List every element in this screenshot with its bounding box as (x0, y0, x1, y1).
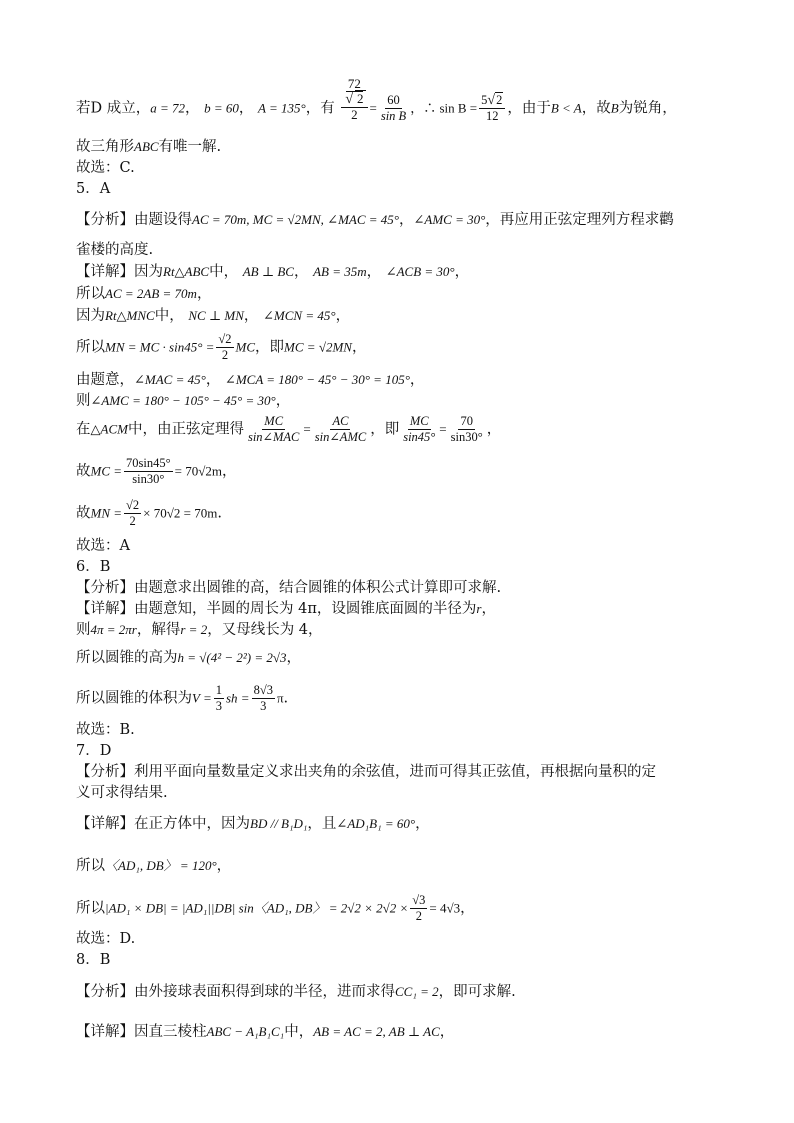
math-span: π (276, 690, 284, 706)
text-line (76, 1022, 744, 1042)
fraction (410, 893, 427, 924)
text-span: 故 (76, 463, 91, 480)
math-span: a = 72 (150, 100, 186, 116)
math-span: ABC − A₁B₁C₁ (206, 1024, 285, 1039)
math-span: = 4√3 (429, 900, 461, 916)
text-span: ， (454, 264, 470, 280)
text-span: ， (486, 421, 502, 438)
text-span: 【详解】在正方体中，因为 (76, 816, 250, 832)
fraction (449, 414, 485, 445)
text-line: 雀楼的高度. (76, 242, 154, 258)
text-line (76, 391, 744, 411)
fraction-denominator: 2 (221, 348, 229, 362)
fraction-denominator: sin30° (132, 472, 165, 486)
text-span: 中，由正弦定理得 (127, 421, 244, 438)
fraction-numerator: √3 (412, 893, 426, 907)
text-span: ， (481, 601, 496, 617)
text-line (76, 648, 744, 668)
text-span: 【分析】由题设得 (76, 212, 192, 228)
math-span: NC ⊥ MN (188, 308, 244, 323)
math-span: 4π = 2πr (90, 622, 137, 637)
text-span: 中， (209, 264, 239, 280)
math-span: |AD₁ × DB| = |AD₁||DB| sin〈AD₁, DB〉 = 2√2 × 2√2 × (105, 900, 409, 916)
math-span: AC = 70m, MC = √2MN, ∠MAC = 45° (192, 212, 399, 227)
text-line (76, 599, 744, 619)
fraction-denominator: 2 (129, 514, 136, 528)
fraction-numerator: MC (409, 414, 429, 428)
text-span: . (283, 690, 289, 707)
text-span: ，解得 (136, 622, 181, 638)
fraction-denominator: sin30° (450, 430, 483, 444)
text-span: ， (286, 650, 302, 666)
fraction-denominator: 3 (260, 699, 267, 713)
math-span: MC = √2MN (284, 339, 352, 355)
text-span: 所以 (76, 900, 105, 917)
text-span: ， (196, 286, 212, 302)
radicand: 2 (496, 93, 503, 107)
text-span: ， (205, 372, 221, 388)
text-span: ， (221, 463, 237, 480)
fraction-numerator: 1 (215, 683, 222, 697)
text-span: 所以圆锥的高为 (76, 650, 178, 666)
text-line (76, 370, 744, 390)
text-span: . (217, 505, 222, 522)
fraction-numerator: √2 (126, 498, 140, 512)
fraction-denominator: 2 (351, 107, 358, 122)
fraction-denominator: 2 (415, 909, 422, 923)
text-span: 在 (76, 421, 91, 438)
fraction-numerator: 8√3 (253, 683, 273, 697)
math-span: ∠AMC = 30° (413, 212, 486, 227)
text-line (76, 262, 744, 282)
text-span: ， (185, 100, 200, 117)
text-line: 故选：D. (76, 931, 136, 947)
text-span: ，即 (255, 339, 285, 356)
question-number: 5．A (76, 181, 111, 197)
text-span: 【详解】因直三棱柱 (76, 1024, 207, 1040)
text-line: 故选：B. (76, 722, 135, 738)
math-span: Rt△MNC (105, 308, 155, 323)
text-span: ，有 (305, 100, 335, 117)
fraction (124, 498, 141, 529)
math-span: h = √(4² − 2²) = 2√3 (177, 650, 287, 665)
text-span: ， (460, 900, 475, 917)
math-span: ∠AD₁B₁ = 60° (336, 816, 416, 831)
fraction-numerator: 70sin45° (126, 456, 171, 470)
text-span: 为锐角， (618, 100, 677, 117)
math-span: ∠AMC = 180° − 105° − 45° = 30° (90, 393, 276, 408)
text-line (76, 856, 744, 876)
text-span: 由题意， (76, 372, 134, 388)
text-line: 【分析】由题意求出圆锥的高，结合圆锥的体积公式计算即可求解. (76, 580, 502, 596)
text-span: ，由于 (507, 100, 551, 117)
text-line: 【分析】利用平面向量数量定义求出夹角的余弦值，进而可得其正弦值，再根据向量积的定 (76, 764, 656, 780)
math-span: AB ⊥ BC (242, 264, 294, 279)
text-span: ， (275, 393, 291, 409)
math-span: r = 2 (180, 622, 208, 637)
text-span: ， (351, 339, 367, 356)
math-span: ∠MCN = 45° (263, 308, 336, 323)
math-span: BD // B₁D₁ (250, 816, 308, 831)
math-span: × 70√2 = 70m (143, 505, 218, 521)
math-span: AB = 35m (313, 264, 367, 279)
math-span: AC = 2AB = 70m (105, 286, 197, 301)
radicand: 2 (357, 91, 364, 106)
fraction (214, 683, 224, 714)
text-line (76, 982, 744, 1002)
text-span: 中， (284, 1024, 314, 1040)
text-span: 中， (154, 308, 184, 324)
text-line (76, 683, 744, 714)
text-span: ， (243, 308, 259, 324)
math-span: ∠MCA = 180° − 45° − 30° = 105° (224, 372, 410, 387)
text-span: 所以圆锥的体积为 (76, 690, 192, 707)
fraction (479, 93, 505, 124)
text-line: 故选：A (76, 538, 130, 554)
text-line (76, 498, 744, 529)
math-span: sh = (225, 690, 250, 706)
math-span: B < A (550, 100, 582, 116)
text-span: ， (409, 372, 425, 388)
math-span: ∠MAC = 45° (134, 372, 206, 387)
text-line (76, 210, 744, 230)
math-span: AB = AC = 2, AB ⊥ AC (313, 1024, 440, 1039)
fraction (216, 332, 233, 363)
fraction-denominator: sin45° (403, 430, 436, 444)
math-span: = 70√2m (174, 463, 222, 479)
text-span: 则 (76, 622, 91, 638)
fraction-numerator: 60 (387, 93, 400, 107)
text-span: 有唯一解. (158, 139, 222, 155)
fraction (246, 414, 301, 445)
fraction-denominator: 12 (485, 109, 499, 123)
math-span: MN = MC · sin45° = (105, 339, 215, 355)
text-span: 【分析】由外接球表面积得到球的半径，进而求得 (76, 984, 395, 1000)
text-span: 所以 (76, 858, 105, 874)
text-span: ， (293, 264, 309, 280)
text-line (76, 893, 744, 924)
text-span: 【详解】因为 (76, 264, 163, 280)
text-line: 在△ACM中，由正弦定理得 $\frac{MC}{\text{sin∠MAC}}$ = $\frac{AC}{\text{sin∠AMC}}$ ，即 $\frac{MC}{\sin 45^\circ}$ = $\frac{70}{\sin 30^\circ}$ ， (76, 414, 502, 444)
text-span: ，故 (581, 100, 611, 117)
text-span: 所以 (76, 339, 105, 356)
text-line (76, 137, 744, 157)
math-span: MN = (90, 505, 123, 521)
math-span: 〈AD₁, DB〉 = 120° (105, 858, 217, 873)
text-span: ，即可求解. (438, 984, 516, 1000)
fraction-numerator: 72 (347, 76, 361, 91)
text-span: ，再应用正弦定理列方程求鹳 (485, 212, 674, 228)
text-span: 若D 成立， (76, 100, 151, 117)
math-span: ∠ACB = 30° (385, 264, 455, 279)
math-span: B (610, 100, 619, 116)
fraction-denominator: sin B (380, 109, 407, 123)
fraction-numerator: 5√2 (479, 93, 505, 109)
math-span: CC₁ = 2 (395, 984, 439, 999)
text-line (76, 814, 744, 834)
math-span: r (476, 601, 482, 616)
text-span: 【详解】由题意知，半圆的周长为 4π，设圆锥底面圆的半径为 (76, 601, 477, 617)
text-span: 因为 (76, 308, 105, 324)
text-span: ， (366, 264, 382, 280)
fraction-numerator: MC (264, 414, 284, 428)
fraction-middle: √ 2 (341, 92, 367, 108)
text-line (76, 620, 744, 640)
text-span: ，且 (307, 816, 337, 832)
text-span: 则 (76, 393, 91, 409)
fraction-numerator: √2 (218, 332, 232, 346)
math-span: ，∴ sin B = (410, 100, 478, 116)
fraction (341, 77, 367, 122)
math-span: Rt△ABC (163, 264, 210, 279)
math-span: MC = (90, 463, 123, 479)
question-number: 8．B (76, 952, 111, 968)
digit: 5 (481, 93, 488, 107)
text-span: 故 (76, 505, 91, 522)
fraction-denominator: sin∠MAC (247, 430, 300, 444)
math-span: MC (235, 339, 256, 355)
text-line: 故选：C. (76, 160, 135, 176)
text-span: ， (415, 816, 430, 832)
text-line (76, 284, 744, 304)
text-span: ， (439, 1024, 455, 1040)
math-span: ABC (134, 139, 159, 154)
math-span: V = (192, 690, 212, 706)
fraction (124, 456, 173, 487)
fraction (252, 683, 275, 714)
text-span: ， (398, 212, 414, 228)
text-line: 若D 成立，a = 72， b = 60， A = 135°，有 72 √ 2 2 = $\frac{60}{\text{sin B}}$ ，∴ sin B = $\frac{5√2}{12}$ ，由于B < A，故B为锐角， (76, 76, 677, 123)
fraction (401, 414, 437, 445)
text-line: 义可求得结果. (76, 785, 168, 801)
fraction-denominator: sin∠AMC (314, 430, 367, 444)
text-line (76, 456, 744, 487)
text-line (76, 332, 744, 363)
fraction-numerator: 70 (460, 414, 473, 428)
question-number: 6．B (76, 559, 111, 575)
text-span: ， (216, 858, 232, 874)
question-number: 7．D (76, 743, 112, 759)
text-span: ， (335, 308, 351, 324)
fraction (313, 414, 368, 445)
text-span: ， (238, 100, 254, 117)
math-span: △ACM (90, 421, 128, 437)
fraction (379, 93, 408, 124)
math-span: A = 135° (258, 100, 306, 116)
text-span: ，即 (370, 421, 400, 438)
fraction-numerator: AC (332, 414, 349, 428)
fraction-denominator: 3 (215, 699, 222, 713)
text-span: ，又母线长为 4， (207, 622, 323, 638)
text-span: 故三角形 (76, 139, 134, 155)
text-line (76, 306, 744, 326)
math-span: b = 60 (204, 100, 239, 116)
text-span: 所以 (76, 286, 105, 302)
